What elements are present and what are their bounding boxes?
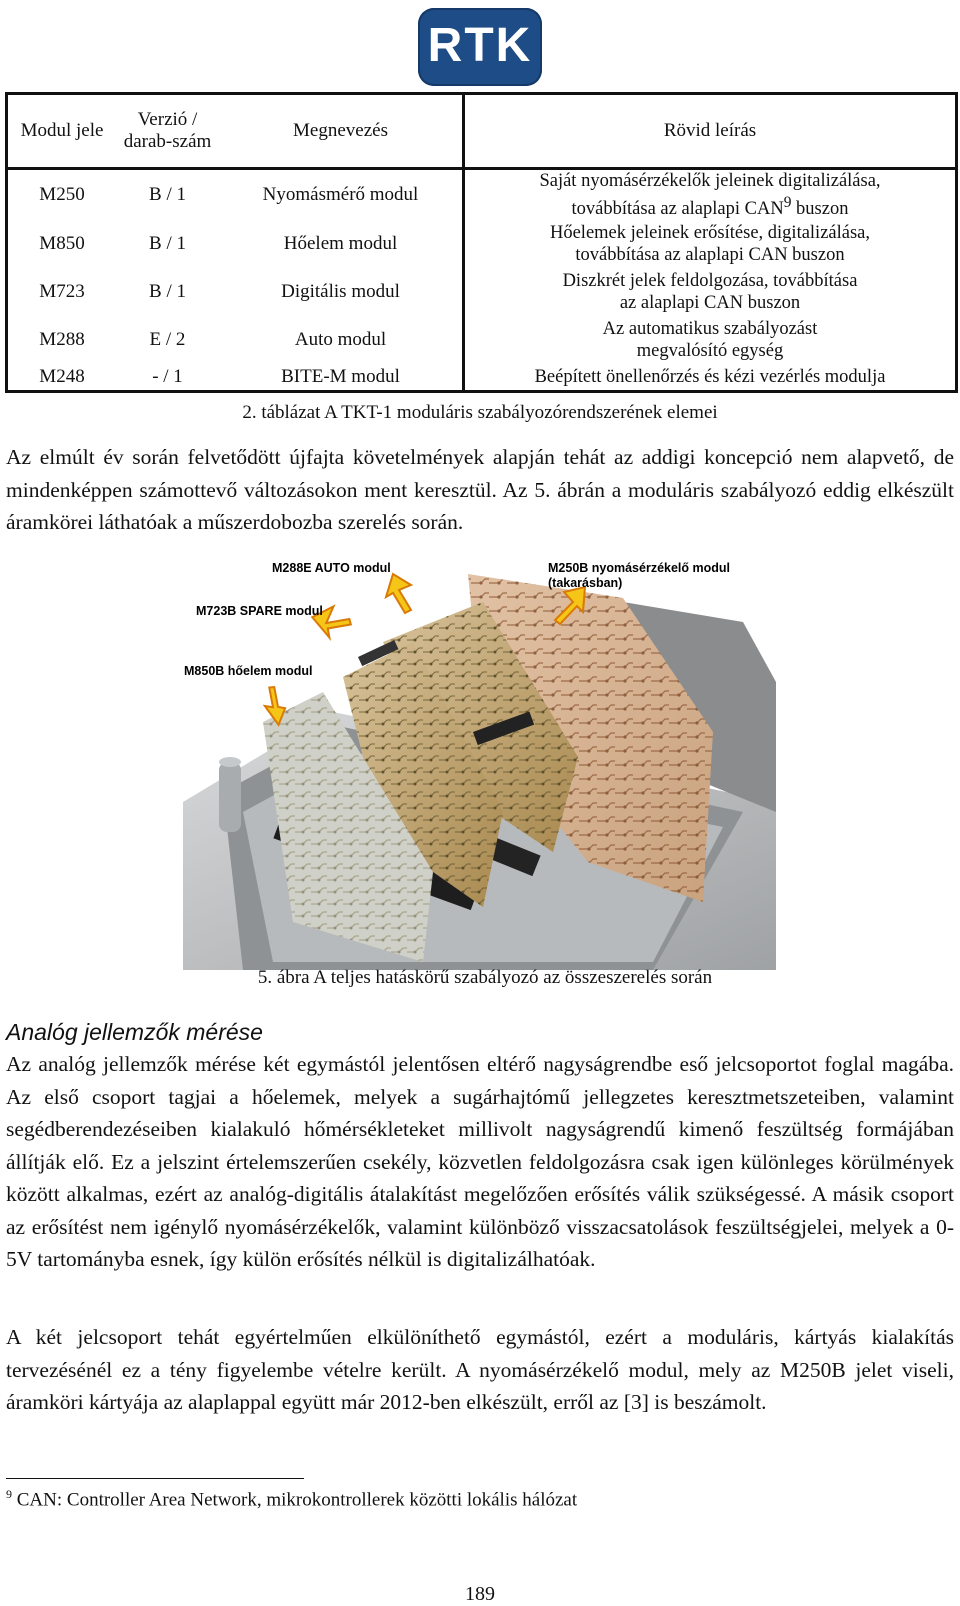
header-description: Rövid leírás [464, 94, 957, 169]
cell-code: M288 [39, 329, 85, 351]
footnote-number: 9 [6, 1487, 12, 1501]
cell-version: B / 1 [149, 233, 186, 255]
cell-name: Digitális modul [281, 281, 400, 303]
cell-description: Beépített önellenőrzés és kézi vezérlés modulja [464, 364, 957, 392]
section-title: Analóg jellemzők mérése [6, 1019, 263, 1045]
cell-name: Auto modul [294, 329, 387, 351]
body-paragraph: Az elmúlt év során felvetődött újfajta követelmények alapján tehát az addigi koncepció nem alapvető, de mindenképpen számottevő változásokon ment keresztül. Az 5. ábrán a moduláris szabályozó eddig elkészült áramkörei láthatóak a műszerdobozba szerelés során. [6, 445, 954, 534]
table-row [7, 364, 957, 392]
cell-version: B / 1 [149, 184, 186, 206]
cell-code: M723 [39, 281, 85, 303]
page-number: 189 [465, 1583, 495, 1605]
cell-code: M850 [39, 233, 85, 255]
label-m250b: M250B nyomásérzékelő modul [548, 562, 731, 575]
circuit-boards-photo [183, 562, 776, 970]
table-row [7, 268, 957, 316]
header-version: Verzió / darab-szám [116, 94, 219, 169]
label-m250b-note: (takarásban) [548, 576, 623, 590]
cell-name: Nyomásmérő modul [262, 184, 419, 206]
cell-version: B / 1 [149, 281, 186, 303]
header-name: Megnevezés [219, 94, 464, 169]
table-header-row [7, 94, 957, 169]
cell-description: Hőelemek jeleinek erősítése, digitalizálása, továbbítása az alaplapi CAN buszon [464, 220, 957, 268]
table-caption: 2. táblázat A TKT-1 moduláris szabályozórendszerének elemei [242, 402, 718, 423]
cell-version: - / 1 [152, 366, 183, 388]
cell-code: M250 [39, 184, 85, 206]
logo-text: RTK [427, 19, 533, 72]
cell-code: M248 [39, 366, 85, 388]
label-m850b: M850B hőelem modul [184, 664, 313, 678]
header-module-code: Modul jele [7, 94, 117, 169]
photo-illustration [183, 562, 776, 970]
label-m723b: M723B SPARE modul [196, 604, 323, 618]
figure-caption: 5. ábra A teljes hatáskörű szabályozó az összeszerelés során [257, 967, 713, 988]
footnote-divider [6, 1478, 304, 1479]
table-row [7, 220, 957, 268]
footnote [6, 1487, 577, 1511]
body-paragraph: A két jelcsoport tehát egyértelműen elkülöníthető egymástól, ezért a moduláris, kártyás kialakítás tervezésénél ez a tény figyelembe vételre került. A nyomásérzékelő modul, mely az M250B jelet viseli, áramköri kártyája az alaplappal együtt már 2012-ben elkészült, erről az [3] is beszámolt. [6, 1325, 954, 1414]
body-paragraph: Az analóg jellemzők mérése két egymástól jelentősen eltérő nagyságrendbe eső jelcsoportot foglal magába. Az első csoport tagjai a hőelemek, melyek a sugárhajtómű jellegzetes keresztmetszeteiben, valamint segédberendezéseiben kialakuló hőmérsékleteket millivolt nagyságrendű kimenő feszültség formájában állítják elő. Ez a jelszint értelemszerűen csekély, közvetlen feldolgozásra csak igen különleges körülmények között alkalmas, ezért az analóg-digitális átalakítást megelőzően erősítés válik szükségessé. A másik csoport az erősítést nem igénylő nyomásérzékelők, valamint különböző visszacsatolások feszültségjelei, melyek a 0-5V tartományba esnek, így külön erősítés nélkül is digitalizálhatóak. [6, 1052, 954, 1271]
cell-description: Az automatikus szabályozást megvalósító egység [464, 316, 957, 364]
footnote-ref: 9 [783, 194, 792, 211]
cell-name: Hőelem modul [283, 233, 398, 255]
cell-description: Diszkrét jelek feldolgozása, továbbítása az alaplapi CAN buszon [464, 268, 957, 316]
rtk-logo [418, 8, 542, 86]
cell-description: Saját nyomásérzékelők jeleinek digitalizálása, továbbítása az alaplapi CAN$^9$ buszon [464, 169, 957, 221]
module-table [5, 92, 958, 393]
table-row [7, 316, 957, 364]
table-row [7, 169, 957, 221]
label-m288e: M288E AUTO modul [272, 562, 391, 575]
footnote-text: CAN: Controller Area Network, mikrokontrollerek közötti lokális hálózat [12, 1489, 578, 1511]
cell-name: BITE-M modul [281, 366, 400, 388]
cell-version: E / 2 [149, 329, 186, 351]
